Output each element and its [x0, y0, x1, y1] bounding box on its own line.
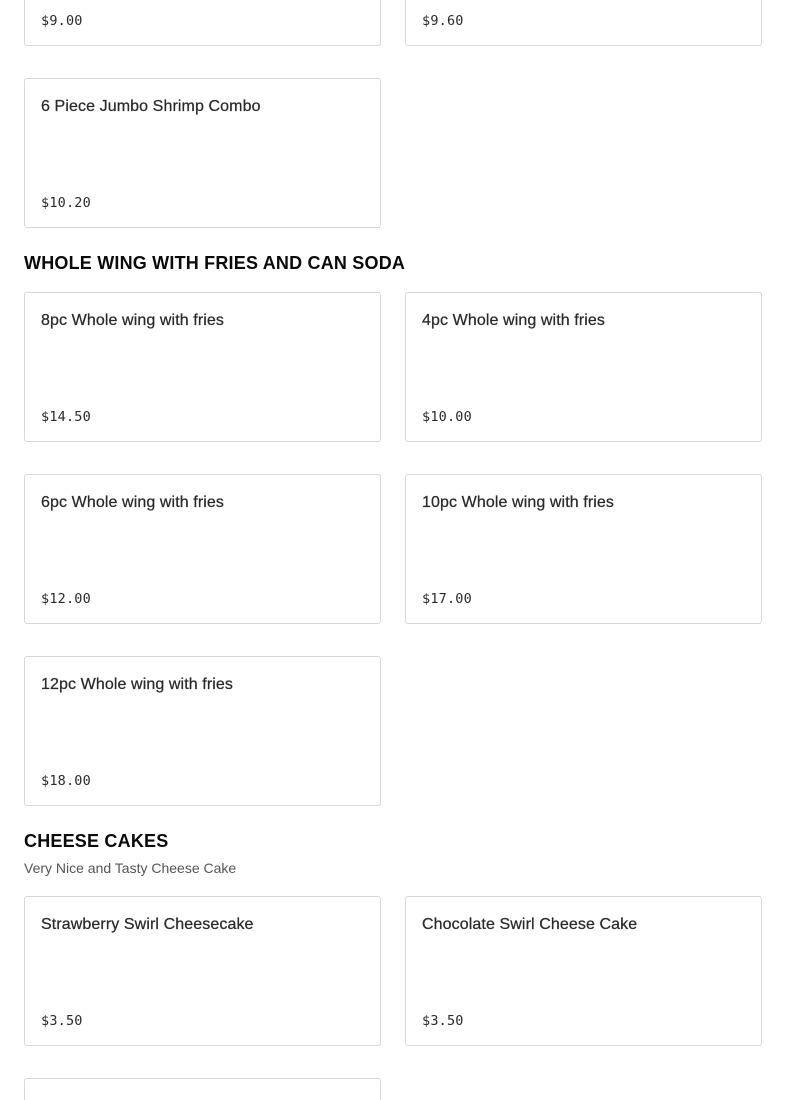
menu-item-card[interactable] — [24, 474, 381, 624]
item-price: $18.00 — [41, 773, 91, 789]
item-price: $3.50 — [41, 1013, 83, 1029]
item-price: $10.00 — [422, 409, 472, 425]
item-price: $17.00 — [422, 591, 472, 607]
item-price: $12.00 — [41, 591, 91, 607]
section-description: Very Nice and Tasty Cheese Cake — [24, 860, 237, 876]
menu-item-card[interactable] — [24, 656, 381, 806]
item-name: 4pc Whole wing with fries — [422, 312, 606, 329]
item-name: Chocolate Swirl Cheese Cake — [422, 916, 638, 933]
item-name: 6pc Whole wing with fries — [41, 494, 225, 511]
item-price: $9.00 — [41, 13, 83, 29]
menu-item-card[interactable] — [24, 896, 381, 1046]
item-name: 6 Piece Jumbo Shrimp Combo — [41, 98, 261, 115]
menu-item-card[interactable] — [24, 78, 381, 228]
menu-item-card[interactable] — [24, 0, 381, 46]
section-title-cheesecakes: CHEESE CAKES — [24, 831, 169, 851]
menu-item-card[interactable] — [405, 474, 762, 624]
item-price: $14.50 — [41, 409, 91, 425]
item-price: $3.50 — [422, 1013, 464, 1029]
menu-item-card[interactable] — [405, 896, 762, 1046]
menu-item-card[interactable] — [24, 1078, 381, 1100]
item-price: $9.60 — [422, 13, 464, 29]
item-price: $10.20 — [41, 195, 91, 211]
item-name: 12pc Whole wing with fries — [41, 676, 234, 693]
menu-item-card[interactable] — [24, 292, 381, 442]
menu-item-card[interactable] — [405, 292, 762, 442]
item-name: Strawberry Swirl Cheesecake — [41, 916, 254, 933]
item-name: 8pc Whole wing with fries — [41, 312, 225, 329]
item-name: 10pc Whole wing with fries — [422, 494, 615, 511]
section-title-wings: WHOLE WING WITH FRIES AND CAN SODA — [24, 253, 406, 273]
menu-item-card[interactable] — [405, 0, 762, 46]
